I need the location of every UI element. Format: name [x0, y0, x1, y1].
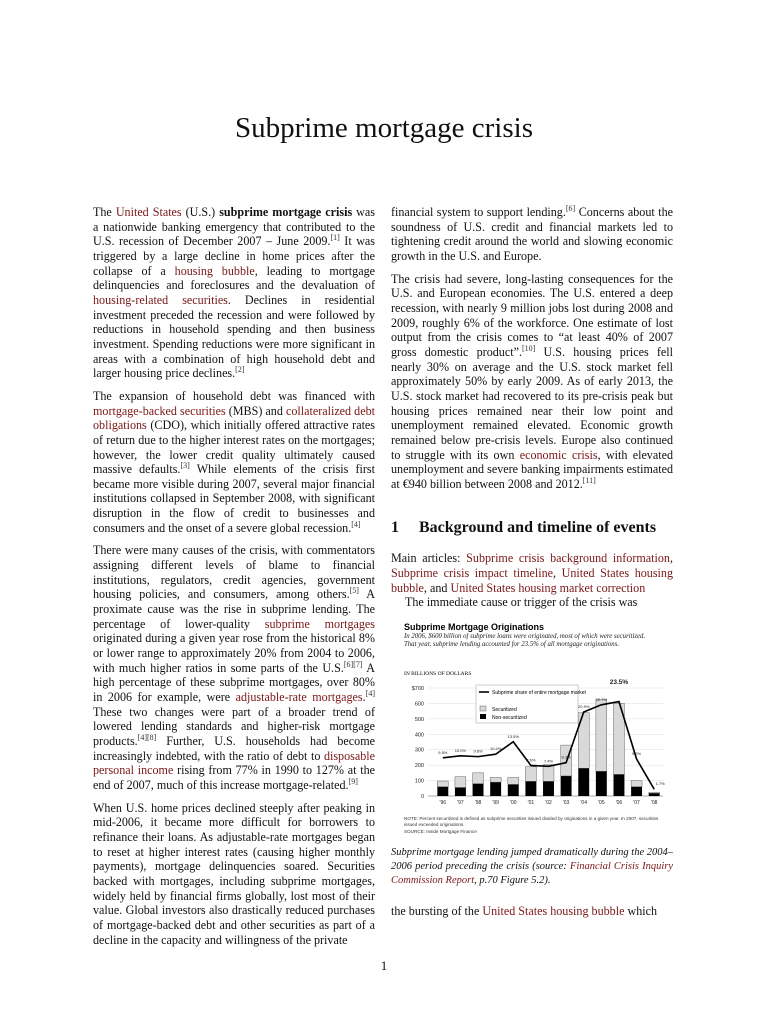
y-tick-label: 300: [414, 747, 424, 754]
left-column: [93, 205, 375, 955]
bar-non-securitized: [561, 776, 572, 796]
link-collateralized-debt-obligations[interactable]: collateralized debt obligations: [93, 403, 375, 433]
subprime-originations-chart: [391, 618, 673, 846]
y-tick-label: 500: [414, 716, 424, 723]
y-tick-label: $700: [411, 686, 424, 693]
bar-non-securitized: [525, 781, 536, 796]
x-tick-label: '05: [598, 800, 605, 807]
figure: [391, 618, 673, 846]
citation[interactable]: [5]: [349, 586, 359, 596]
citation[interactable]: [11]: [582, 475, 596, 485]
link-economic-crisis[interactable]: economic crisis: [519, 447, 598, 462]
paragraph: the bursting of the United States housing bubble which: [391, 904, 658, 919]
bar-non-securitized: [455, 788, 466, 796]
x-tick-label: '04: [580, 800, 587, 807]
bar-securitized: [631, 781, 642, 787]
share-label: 23.5%: [609, 679, 629, 687]
link-housing-bubble-2[interactable]: United States housing bubble: [482, 904, 625, 919]
link-housing-related-securities[interactable]: housing-related securities: [93, 292, 228, 307]
x-tick-label: '03: [562, 800, 570, 807]
chart-units: IN BILLIONS OF DOLLARS: [404, 671, 472, 678]
bar-securitized: [490, 778, 501, 783]
link-united-states[interactable]: United States: [115, 205, 182, 219]
citation[interactable]: [2]: [235, 365, 245, 375]
bar-securitized: [596, 700, 607, 772]
bar-non-securitized: [649, 793, 660, 796]
chart-source: SOURCE: Inside Mortgage Finance: [404, 829, 477, 835]
share-label: 9.8%: [473, 748, 483, 754]
link-mortgage-backed-securities[interactable]: mortgage-backed securities: [93, 403, 226, 418]
bar-non-securitized: [614, 774, 625, 796]
section-heading: [391, 517, 673, 539]
share-label: 8.3%: [561, 754, 571, 760]
citation[interactable]: [3]: [180, 461, 190, 471]
share-label: 7.6%: [526, 757, 536, 763]
bar-non-securitized: [631, 787, 642, 796]
bar-non-securitized: [596, 771, 607, 796]
x-tick-label: '97: [457, 800, 464, 807]
y-tick-label: 600: [414, 701, 424, 708]
x-tick-label: '02: [545, 800, 552, 807]
link-housing-market-correction[interactable]: United States housing market correction: [450, 580, 646, 595]
bar-securitized: [525, 767, 536, 782]
citation[interactable]: [1]: [330, 233, 340, 243]
link-housing-bubble[interactable]: housing bubble: [174, 263, 255, 278]
bar-non-securitized: [473, 784, 484, 796]
section-title: Background and timeline of events: [419, 519, 657, 537]
link-subprime-mortgages[interactable]: subprime mortgages: [264, 616, 375, 631]
legend-share-label: Subprime share of entire mortgage market: [492, 690, 586, 697]
paragraph: There were many causes of the crisis, with commentators assigning different levels of blame to financial institutions, regulators, credit agencies, government housing policies, and consumers, among others.[5] A proximate cause was the rise in subprime lending. The percentage of lower-quality subprime mortgages originated during a given year rose from the historical 8% or lower range to approximately 20% from 2004 to 2006, with much higher ratios in some parts of the U.S.[6][7] A high percentage of these subprime mortgages, over 80% in 2006 for example, were adjustable-rate mortgages.[4] These two changes were part of a broader trend of lowered lending standards and higher-risk mortgage products.[4][8] Further, U.S. households had become increasingly indebted, with the ratio of debt to disposable personal income rising from 77% in 1990 to 127% at the end of 2007, much of this increase mortgage-related.[9]: [93, 543, 376, 792]
paragraph: The crisis had severe, long-lasting consequences for the U.S. and European economies. The U.S. entered a deep recession, with nearly 9 million jobs lost during 2008 and 2009, roughly 6% of the workforce. One estimate of lost output from the crisis comes to “at least 40% of 2007 gross domestic product”.[10] U.S. housing prices fell nearly 30% on average and the U.S. stock market fell approximately 50% by early 2009. As of early 2013, the U.S. stock market had recovered to its pre-crisis peak but housing prices remained near their low point and unemployment remained elevated. Economic growth remained below pre-crisis levels. Europe also continued to struggle with its own economic crisis, with elevated unemployment and severe banking impairments estimated at €940 billion between 2008 and 2012.[11]: [391, 271, 674, 491]
legend-non-securitized-swatch: [480, 714, 486, 719]
y-tick-label: 0: [420, 794, 424, 801]
citation[interactable]: [6][7]: [343, 659, 363, 669]
x-tick-label: '08: [650, 800, 658, 807]
bar-securitized: [543, 765, 554, 782]
link-disposable-personal-income[interactable]: disposable personal income: [93, 748, 375, 778]
chart-footnote-box: [404, 816, 659, 846]
legend-non-securitized-label: Non-securitized: [492, 715, 527, 722]
link-united-states-housing-bubble[interactable]: United States housing bubble: [391, 566, 673, 595]
share-label: 1.7%: [655, 781, 665, 787]
paragraph: The expansion of household debt was financed with mortgage-backed securities (MBS) and collateralized debt obligations (CDO), which initially offered attractive rates of return due to the higher interest rates on the mortgages; however, the lower credit quality ultimately caused massive defaults.[3] While elements of the crisis first became more visible during 2007, several major financial institutions collapsed in September 2008, with significant disruption in the flow of credit to businesses and consumers and the onset of a severe global recession.[4]: [93, 388, 375, 535]
bar-securitized: [649, 793, 660, 794]
legend-securitized-swatch: [480, 706, 486, 711]
share-label: 22.7%: [595, 696, 608, 702]
paragraph: When U.S. home prices declined steeply after peaking in mid-2006, it became more difficult for borrowers to refinance their loans. As adjustable-rate mortgages began to reset at higher interest rates (causing higher monthly payments), mortgage delinquencies soared. Securities backed with mortgages, including subprime mortgages, widely held by financial firms globally, lost most of their value. Global investors also drastically reduced purchases of mortgage-backed debt and other securities as part of a decline in the capacity and willingness of the private: [93, 800, 375, 947]
x-tick-label: '00: [510, 800, 517, 807]
plot-area: [412, 679, 665, 806]
bar-securitized: [455, 777, 466, 788]
share-label: 10.0%: [454, 747, 467, 753]
page-number: 1: [380, 958, 388, 973]
y-tick-label: 100: [414, 778, 424, 785]
link-subprime-crisis-background[interactable]: Subprime crisis background information: [466, 551, 670, 566]
citation[interactable]: [10]: [521, 343, 536, 353]
x-tick-label: '06: [615, 800, 623, 807]
paragraph: The United States (U.S.) subprime mortgage crisis was a nationwide banking emergency that contributed to the U.S. recession of December 2007 – June 2009.[1] It was triggered by a large decline in home prices after the collapse of a housing bubble, leading to mortgage delinquencies and foreclosures and the devaluation of housing-related securities. Declines in residential investment preceded the recession and were followed by reductions in household spending and then business investment. Spending reductions were more significant in areas with a combination of high household debt and larger housing price declines.[2]: [93, 205, 376, 381]
figure-caption: Subprime mortgage lending jumped dramatically during the 2004–2006 period preceding the crisis (source: Financial Crisis Inquiry Commission Report, p.70 Figure 5.2).: [391, 847, 674, 887]
chart-note: NOTE: Percent securitized is defined as subprime securities issued divided by originations in a given year. In 2007, securities issued exceeded originations.: [404, 816, 659, 827]
link-subprime-crisis-impact-timeline[interactable]: Subprime crisis impact timeline: [391, 566, 553, 581]
paragraph: The immediate cause or trigger of the crisis was: [405, 595, 638, 610]
bar-non-securitized: [437, 787, 448, 796]
share-label: 9.2%: [632, 751, 642, 757]
x-tick-label: '01: [527, 800, 535, 807]
citation[interactable]: [4]: [351, 519, 361, 529]
bar-securitized: [437, 781, 448, 787]
bar-non-securitized: [508, 785, 519, 797]
share-label: 20.9%: [578, 704, 590, 710]
link-adjustable-rate-mortgages[interactable]: adjustable-rate mortgages: [235, 690, 363, 704]
share-label: 7.4%: [543, 758, 554, 764]
link-fcic-report[interactable]: Financial Crisis Inquiry Commission Report: [391, 861, 673, 887]
citation[interactable]: [4][8]: [137, 732, 157, 742]
bar-non-securitized: [490, 782, 501, 796]
x-tick-label: '99: [492, 800, 499, 807]
x-tick-label: '98: [474, 800, 482, 807]
main-articles: Main articles: Subprime crisis background information, Subprime crisis impact timeline, United States housing bubble, and United States housing market correction: [391, 551, 673, 595]
bar-non-securitized: [578, 768, 589, 796]
section-number: 1: [391, 519, 399, 537]
share-label: 13.5%: [507, 733, 519, 739]
bar-non-securitized: [543, 781, 554, 796]
right-column: [391, 205, 673, 927]
x-tick-label: '07: [633, 800, 640, 807]
share-label: 9.5%: [438, 749, 448, 755]
chart-subtitle: In 2006, $600 billion of subprime loans were originated, most of which were securitized. That year, subprime lending accounted for 23.5% of all mortgage originations.: [404, 633, 646, 649]
citation[interactable]: [4]: [365, 688, 375, 698]
bar-securitized: [508, 778, 519, 785]
citation[interactable]: [9]: [348, 776, 358, 786]
legend-securitized-label: Securitized: [492, 707, 517, 714]
paragraph: financial system to support lending.[6] Concerns about the soundness of U.S. credit and financial markets led to tightening credit around the world and slowing economic growth in the U.S. and Europe.: [391, 203, 674, 263]
y-tick-label: 200: [414, 763, 424, 770]
bar-securitized: [473, 773, 484, 784]
x-tick-label: '96: [439, 800, 447, 807]
chart-title: Subprime Mortgage Originations: [404, 622, 545, 633]
citation[interactable]: [6]: [565, 203, 576, 213]
chart-subtitle-box: [404, 633, 659, 667]
page-title: Subprime mortgage crisis: [234, 112, 533, 144]
y-tick-label: 400: [414, 732, 424, 739]
share-label: 10.4%: [489, 746, 502, 752]
